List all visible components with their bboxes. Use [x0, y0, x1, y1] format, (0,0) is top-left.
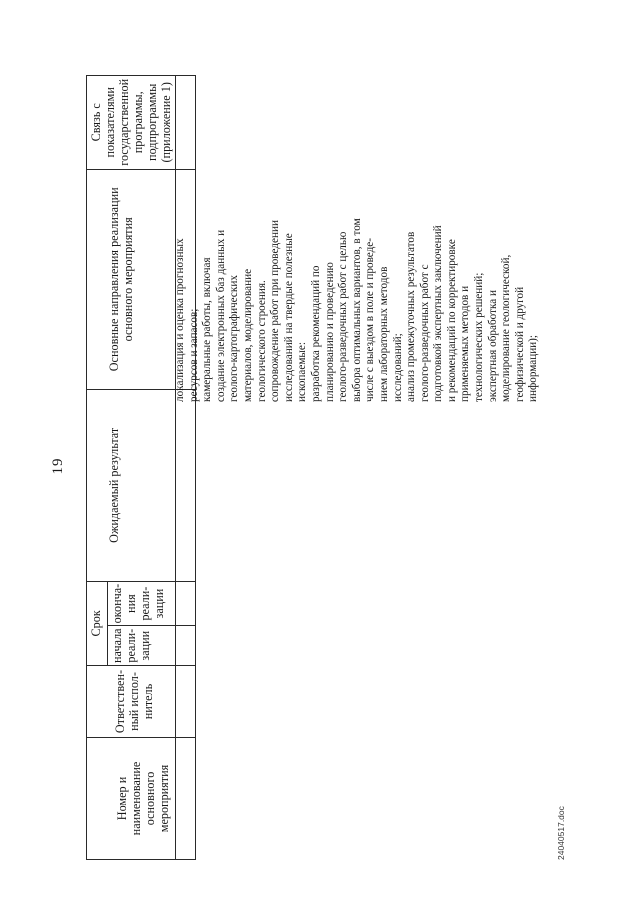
table-cell [176, 626, 196, 666]
table-cell [176, 666, 196, 738]
table-cell [176, 738, 196, 860]
header-end-label: оконча-ния реали-зации [110, 583, 167, 624]
header-cell-end [108, 581, 176, 626]
document-code: 24040517.doc [556, 806, 566, 860]
table-header [86, 75, 196, 860]
header-result-label: Ожидаемый результат [107, 427, 121, 543]
header-cell-start [108, 626, 176, 666]
header-directions-label: Основные направления реализации основного мероприятия [107, 187, 135, 372]
header-cell-directions [87, 169, 176, 389]
header-link-label: Связь с показателями государственной программы, подпрограммы (приложение 1) [89, 78, 173, 166]
header-cell-term [87, 581, 108, 665]
header-measure-label: Номер и наименование основного мероприятия [115, 761, 171, 836]
header-executor-label: Ответствен-ный испол-нитель [113, 669, 155, 734]
header-cell-executor [87, 666, 176, 738]
table-cell [176, 581, 196, 626]
table-cell [176, 389, 196, 581]
header-term-label: Срок [89, 610, 103, 637]
header-cell-measure [87, 738, 176, 860]
header-cell-result [87, 389, 176, 581]
header-cell-link [87, 75, 176, 169]
header-start-label: начала реали-зации [110, 628, 153, 663]
page-number: 19 [50, 457, 66, 475]
table-cell [176, 75, 196, 169]
directions-body-text: локализация и оценка прогнозных ресурсов и запасов; камеральные работы, включая создание электронных баз данных и геолого-картографических материалов, моделирование геологического строения. сопровождение работ при проведении исследований на твердые полезные ископаемые: разработка рекомендаций по планированию и проведению геолого-разведочных работ с целью выбора оптимальных вариантов, в том числе с выездом в поле и проведе- нием лабораторных методов исследований; анализ промежуточных результатов геолого-разведочных работ с подготовкой экспертных заключений и рекомендаций по корректировке применяемых методов и технологических решений; экспертная обработка и моделирование геологической, геофизической и другой информации); [174, 218, 540, 402]
rotated-page [44, 66, 604, 866]
